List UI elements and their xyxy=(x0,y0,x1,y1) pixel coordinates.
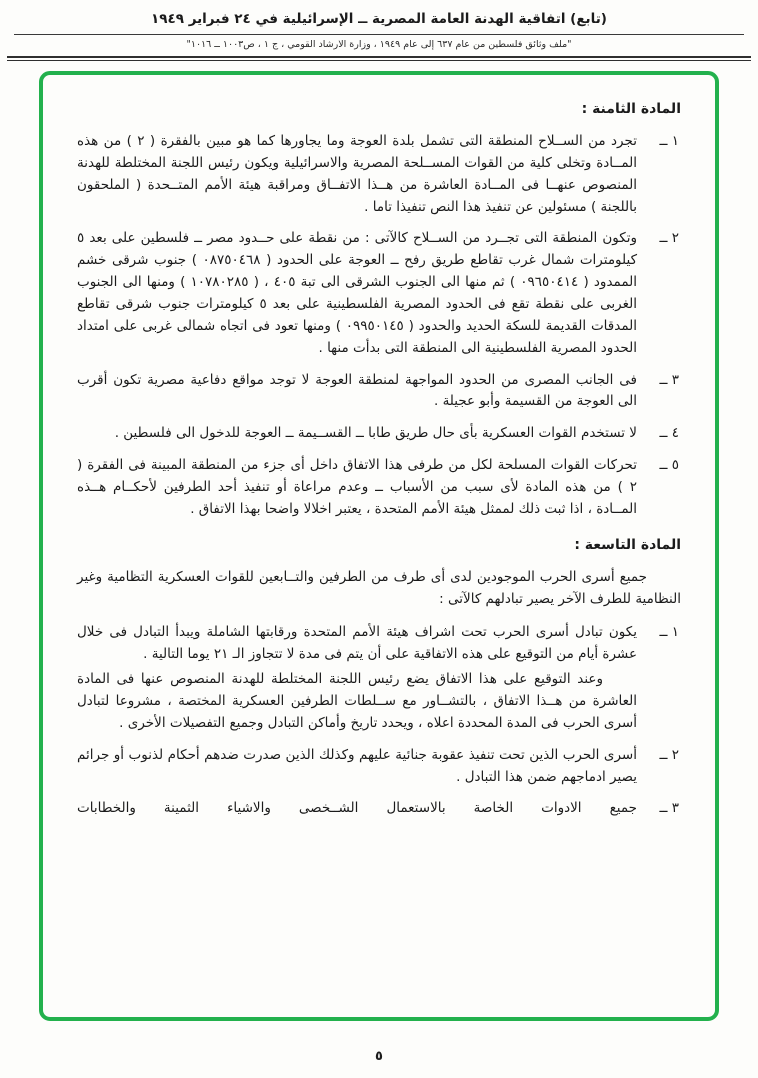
page-header xyxy=(0,0,758,61)
list-item xyxy=(77,745,681,789)
item-text: أسرى الحرب الذين تحت تنفيذ عقوبة جنائية عليهم وكذلك الذين صدرت ضدهم أحكام لذنوب أو جرائم يصير ادماجهم ضمن هذا التبادل . xyxy=(77,746,637,785)
item-number: ٤ ــ xyxy=(659,425,679,442)
item-number: ١ ــ xyxy=(659,624,679,641)
list-item xyxy=(77,455,681,521)
list-item xyxy=(77,423,681,445)
item-number: ٣ ــ xyxy=(659,371,679,388)
item-number: ٢ ــ xyxy=(659,746,679,763)
list-item xyxy=(77,798,681,820)
content-frame xyxy=(39,71,719,1021)
list-item xyxy=(77,228,681,359)
item-text: يكون تبادل أسرى الحرب تحت اشراف هيئة الأمم المتحدة ورقابتها الشاملة ويبدأ التبادل فى خلال عشرة أيام من التوقيع على هذه الاتفاقية على أن يتم فى مدة لا تتجاوز الـ ٢١ يوما التالية . xyxy=(77,624,637,663)
source-citation: "ملف وثائق فلسطين من عام ٦٣٧ إلى عام ١٩٤٩ ، وزارة الارشاد القومي ، ج ١ ، ص١٠٠٣ ــ ١٠١٦" xyxy=(186,39,572,50)
header-divider xyxy=(14,34,744,35)
item-number: ٥ ــ xyxy=(659,457,679,474)
list-item xyxy=(77,370,681,414)
item-text: وتكون المنطقة التى تجــرد من الســلاح كالآتى : من نقطة على حــدود مصر ــ فلسطين على بعد ٥ كيلومترات شمال غرب تقاطع طريق رفح ــ العوجة على الحدود ( ٠٨٧٥٠٤٦٨ ) جنوب شرقى خشم الممدود ( ٠٩٦٥٠٤١٤ ) ثم منها الى الجنوب الشرقى الى تبة ٤٠٥ ، ( ١٠٧٨٠٢٨٥ ) ومنها الى الجنوب الغربى على نقطة تقع فى الحدود المصرية الفلسطينية على بعد ٥ كيلومترات جنوب شرقى تقاطع المدقات القديمة للسكة الحديد والحدود ( ٠٩٩٥٠١٤٥ ) ومنها تعود فى اتجاه شمالى غربى على امتداد الحدود المصرية الفلسطينية الى المنطقة التى بدأت منها . xyxy=(77,230,638,356)
item-number: ١ ــ xyxy=(659,133,679,149)
article-8 xyxy=(77,101,681,521)
item-text: لا تستخدم القوات العسكرية بأى حال طريق طابا ــ القســيمة ــ العوجة للدخول الى فلسطين . xyxy=(114,425,637,442)
item-text: تحركات القوات المسلحة لكل من طرفى هذا الاتفاق داخل أى جزء من المنطقة المبينة فى الفقرة ( ٢ ) من هذه المادة لأى سبب من الأسباب ــ وعدم مراعاة أو تنفيذ أحد الطرفين لأحكــام هــذه المــادة ، اذا ثبت ذلك لممثل هيئة الأمم المتحدة ، يعتبر اخلالا واضحا بهذا الاتفاق . xyxy=(77,457,637,517)
item-text: جميع الادوات الخاصة بالاستعمال الشــخصى والاشياء الثمينة والخطابات xyxy=(77,800,637,817)
article-9-heading: المادة التاسعة : xyxy=(574,536,681,553)
article-9 xyxy=(77,537,681,821)
item-number: ٢ ــ xyxy=(659,230,679,247)
item-text: فى الجانب المصرى من الحدود المواجهة لمنطقة العوجة لا توجد مواقع دفاعية مصرية تكون أقرب الى العوجة من القسيمة وأبو عجيلة . xyxy=(77,371,637,410)
page-number: ٥ xyxy=(375,1049,383,1064)
page-title: (تابع) اتفاقية الهدنة العامة المصرية ــ الإسرائيلية في ٢٤ فبراير ١٩٤٩ xyxy=(151,11,607,27)
list-item xyxy=(77,131,681,218)
item-text: تجرد من الســلاح المنطقة التى تشمل بلدة العوجة وما يجاورها كما هو مبين بالفقرة ( ٢ ) من هذه المــادة وتخلى كلية من القوات المســلحة المصرية والاسرائيلية ويكون رئيس اللجنة المختلطة للهدنة المنصوص عنهــا فى المــادة العاشرة من هــذا الاتفــاق ومراقبة هيئة الأمم المتــحدة ( الملحقون باللجنة ) مسئولين عن تنفيذ هذا النص تنفيذا تاما . xyxy=(77,133,637,215)
list-item xyxy=(77,622,681,734)
article-8-heading: المادة الثامنة : xyxy=(581,101,681,117)
item-number: ٣ ــ xyxy=(659,800,679,817)
double-divider xyxy=(7,56,751,61)
item-text-continued: وعند التوقيع على هذا الاتفاق يضع رئيس اللجنة المختلطة للهدنة المنصوص عنها فى المادة العاشرة من هــذا الاتفاق ، بالتشــاور مع ســلطات الطرفين العسكرية المختصة ، مشروعا لتبادل أسرى الحرب فى المدة المحددة اعلاه ، ويحدد تاريخ وأماكن التبادل وجميع التفصيلات الأخرى . xyxy=(77,671,637,731)
article-9-intro: جميع أسرى الحرب الموجودين لدى أى طرف من الطرفين والتــابعين للقوات العسكرية التظامية وغير النظامية للطرف الآخر يصير تبادلهم كالآتى : xyxy=(77,568,681,607)
